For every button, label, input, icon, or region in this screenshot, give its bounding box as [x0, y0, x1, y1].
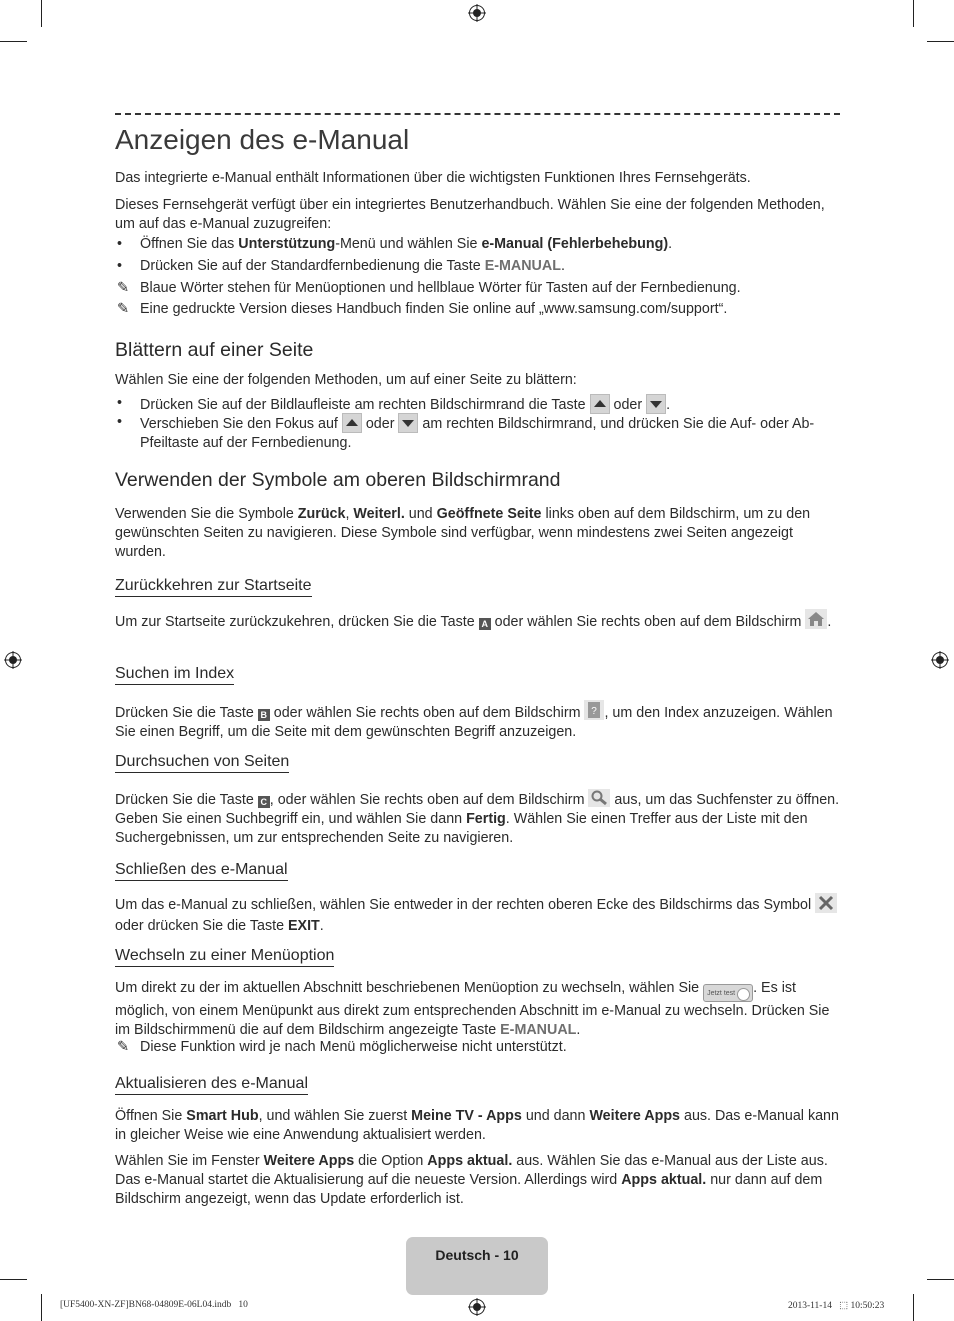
subsection-heading: Suchen im Index	[115, 664, 234, 685]
arrow-down-icon	[646, 394, 666, 414]
crop-mark	[927, 1279, 954, 1280]
key-b-icon: B	[258, 709, 270, 721]
crop-mark	[0, 41, 27, 42]
paragraph: Verwenden Sie die Symbole Zurück, Weiterl. und Geöffnete Seite links oben auf dem Bildschirm, um zu den gewünschten Seiten zu navigieren. Diese Symbole sind verfügbar, wenn mindestens zwei Seiten angezeigt wurden.	[115, 506, 811, 560]
intro-paragraph: Dieses Fernsehgerät verfügt über ein integriertes Benutzerhandbuch. Wählen Sie eine der folgenden Methoden, um auf das e-Manual zuzugreifen:	[115, 197, 825, 232]
paragraph: Um das e-Manual zu schließen, wählen Sie entweder in der rechten oberen Ecke des Bildschirms das Symbol oder drücken Sie die Taste EXIT.	[115, 893, 840, 937]
pencil-icon: ✎	[117, 301, 129, 317]
crop-mark	[913, 1294, 914, 1321]
print-date: 2013-11-14 ⬚ 10:50:23	[788, 1301, 885, 1311]
file-info: [UF5400-XN-ZF]BN68-04809E-06L04.indb 10	[60, 1300, 248, 1310]
arrow-up-icon	[590, 394, 610, 414]
registration-mark-icon	[468, 4, 486, 22]
paragraph: Öffnen Sie Smart Hub, und wählen Sie zuerst Meine TV - Apps und dann Weitere Apps aus. Das e-Manual kann in gleicher Weise wie eine Anwendung aktualisiert werden.	[115, 1108, 839, 1143]
bullet: •	[117, 236, 123, 252]
subsection-heading: Aktualisieren des e-Manual	[115, 1074, 308, 1095]
subsection-heading: Wechseln zu einer Menüoption	[115, 946, 334, 967]
pencil-icon: ✎	[117, 280, 129, 296]
subsection-heading: Schließen des e-Manual	[115, 860, 288, 881]
section-heading: Blättern auf einer Seite	[115, 339, 314, 361]
bullet: •	[117, 258, 123, 274]
page-number-tab	[406, 1237, 548, 1295]
home-icon	[805, 609, 827, 629]
crop-mark	[927, 41, 954, 42]
bullet: •	[117, 395, 123, 411]
arrow-down-icon	[398, 413, 418, 433]
section-heading: Verwenden der Symbole am oberen Bildschirmrand	[115, 469, 561, 491]
close-icon	[815, 893, 837, 913]
registration-mark-icon	[4, 651, 22, 669]
index-icon	[584, 700, 604, 720]
e-manual-key: E-MANUAL	[500, 1022, 577, 1038]
page-label: Deutsch - 10	[435, 1247, 519, 1263]
pencil-icon: ✎	[117, 1039, 129, 1055]
crop-mark	[0, 1279, 27, 1280]
try-now-button: Jetzt test	[703, 984, 753, 1002]
page-title: Anzeigen des e-Manual	[115, 124, 410, 155]
paragraph: Wählen Sie im Fenster Weitere Apps die Option Apps aktual. aus. Wählen Sie das e-Manual aus der Liste aus. Das e-Manual startet die Aktualisierung auf die neueste Version. Allerdings wird Apps aktual. nur dann auf dem Bildschirm angezeigt, wenn das Update erforderlich ist.	[115, 1153, 828, 1207]
top-rule	[115, 113, 840, 115]
paragraph: Wählen Sie eine der folgenden Methoden, um auf einer Seite zu blättern:	[115, 372, 577, 388]
magnifier-icon	[588, 789, 610, 807]
play-icon	[737, 988, 750, 1001]
registration-mark-icon	[931, 651, 949, 669]
key-c-icon: C	[258, 796, 270, 808]
crop-mark	[913, 0, 914, 27]
subsection-heading: Durchsuchen von Seiten	[115, 752, 289, 773]
bullet: •	[117, 414, 123, 430]
paragraph: Drücken Sie die Taste C , oder wählen Sie rechts oben auf dem Bildschirm aus, um das Suchfenster zu öffnen. Geben Sie einen Suchbegriff ein, und wählen Sie dann Fertig. Wählen Sie einen Treffer aus der Liste mit den Suchergebnissen, um zur entsprechenden Seite zu navigieren.	[115, 789, 840, 848]
arrow-up-icon	[342, 413, 362, 433]
crop-mark	[41, 1294, 42, 1321]
key-a-icon: A	[479, 618, 491, 630]
registration-mark-icon	[468, 1298, 486, 1316]
paragraph: Drücken Sie die Taste B oder wählen Sie rechts oben auf dem Bildschirm ? , um den Index anzuzeigen. Wählen Sie einen Begriff, um die Seite mit dem gewünschten Begriff anzuzeigen.	[115, 700, 840, 742]
e-manual-key: E-MANUAL	[484, 258, 561, 274]
svg-text:?: ?	[591, 706, 598, 717]
subsection-heading: Zurückkehren zur Startseite	[115, 576, 312, 597]
intro-paragraph: Das integrierte e-Manual enthält Informationen über die wichtigsten Funktionen Ihres Fernsehgeräts.	[115, 170, 751, 186]
paragraph: Um zur Startseite zurückzukehren, drücken Sie die Taste A oder wählen Sie rechts oben auf dem Bildschirm .	[115, 609, 840, 633]
crop-mark	[41, 0, 42, 27]
paragraph: Um direkt zu der im aktuellen Abschnitt beschriebenen Menüoption zu wechseln, wählen Sie Jetzt test . Es ist möglich, von einem Menüpunkt aus direkt zum entsprechenden Abschnitt im e-Manual zu wechseln. Drücken Sie im Bildschirmmenü die auf dem Bildschirm angezeigte Taste E-MANUAL.	[115, 980, 830, 1038]
